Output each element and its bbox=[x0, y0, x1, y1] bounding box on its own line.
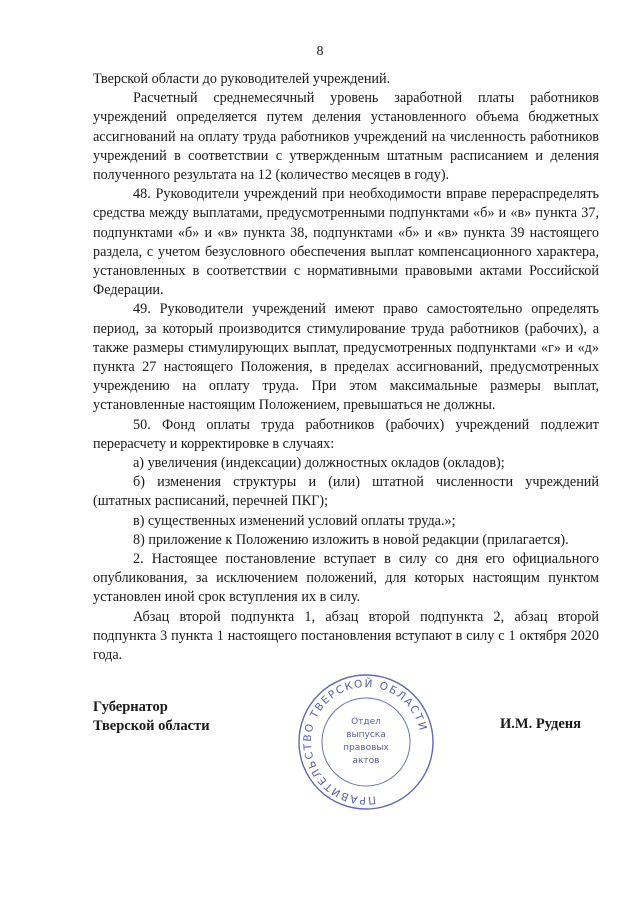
document-body bbox=[93, 70, 599, 665]
page-number: 8 bbox=[316, 44, 324, 59]
signatory-title-line2: Тверской области bbox=[93, 718, 210, 734]
list-item-a: а) увеличения (индексации) должностных окладов (окладов); bbox=[133, 455, 505, 472]
list-item-b: б) изменения структуры и (или) штатной численности учреждений (штатных расписаний, перечней ПКГ); bbox=[93, 474, 599, 510]
paragraph-effective-date: Абзац второй подпункта 1, абзац второй подпункта 2, абзац второй подпункта 3 пункта 1 настоящего постановления вступают в силу с 1 октября 2020 года. bbox=[93, 608, 599, 664]
paragraph-48: 48. Руководители учреждений при необходимости вправе перераспределять средства между выплатами, предусмотренными подпунктами «б» и «в» пункта 37, подпунктами «б» и «в» пункта 38, подпунктами «б» и «в» пункта 39 настоящего раздела, с учетом безусловного обеспечения выплат компенсационного характера, установленных в соответствии с нормативными правовыми актами Российской Федерации. bbox=[93, 186, 599, 299]
signatory-title-line1: Губернатор bbox=[93, 699, 168, 715]
seal-inner-line3: правовых bbox=[343, 743, 389, 753]
signatory-title bbox=[93, 698, 210, 736]
official-seal-stamp bbox=[296, 672, 436, 812]
seal-inner-line2: выпуска bbox=[346, 730, 386, 740]
paragraph-8-appendix: 8) приложение к Положению изложить в новой редакции (прилагается). bbox=[133, 531, 569, 548]
signatory-name: И.М. Руденя bbox=[500, 716, 582, 732]
paragraph-average-salary: Расчетный среднемесячный уровень заработной платы работников учреждений определяется путем деления установленного объема бюджетных ассигнований на оплату труда работников учреждений на численность работников учреждений в соответствии с утвержденным штатным расписанием и деления полученного результата на 12 (количество месяцев в году). bbox=[93, 90, 599, 184]
seal-outer-text: ПРАВИТЕЛЬСТВО ТВЕРСКОЙ ОБЛАСТИ bbox=[301, 677, 429, 807]
seal-graphic bbox=[296, 672, 436, 812]
seal-inner-line4: актов bbox=[352, 756, 380, 766]
paragraph-50: 50. Фонд оплаты труда работников (рабочих) учреждений подлежит перерасчету и корректировке в случаях: bbox=[93, 416, 599, 452]
paragraph-49: 49. Руководители учреждений имеют право самостоятельно определять период, за который производится стимулирование труда работников (рабочих), а также размеры стимулирующих выплат, предусмотренных подпунктами «г» и «д» пункта 27 настоящего Положения, в пределах ассигнований, предусмотренных учреждению на оплату труда. При этом максимальные размеры выплат, установленные настоящим Положением, превышаться не должны. bbox=[93, 301, 599, 414]
list-item-v: в) существенных изменений условий оплаты труда.»; bbox=[133, 512, 456, 529]
paragraph-continuation: Тверской области до руководителей учреждений. bbox=[93, 71, 391, 87]
paragraph-2-effective: 2. Настоящее постановление вступает в силу со дня его официального опубликования, за исключением положений, для которых настоящим пунктом установлен иной срок вступления их в силу. bbox=[93, 551, 599, 606]
svg-text:ПРАВИТЕЛЬСТВО ТВЕРСКОЙ ОБЛАСТИ bbox=[296, 672, 436, 812]
seal-inner-line1: Отдел bbox=[351, 717, 381, 727]
